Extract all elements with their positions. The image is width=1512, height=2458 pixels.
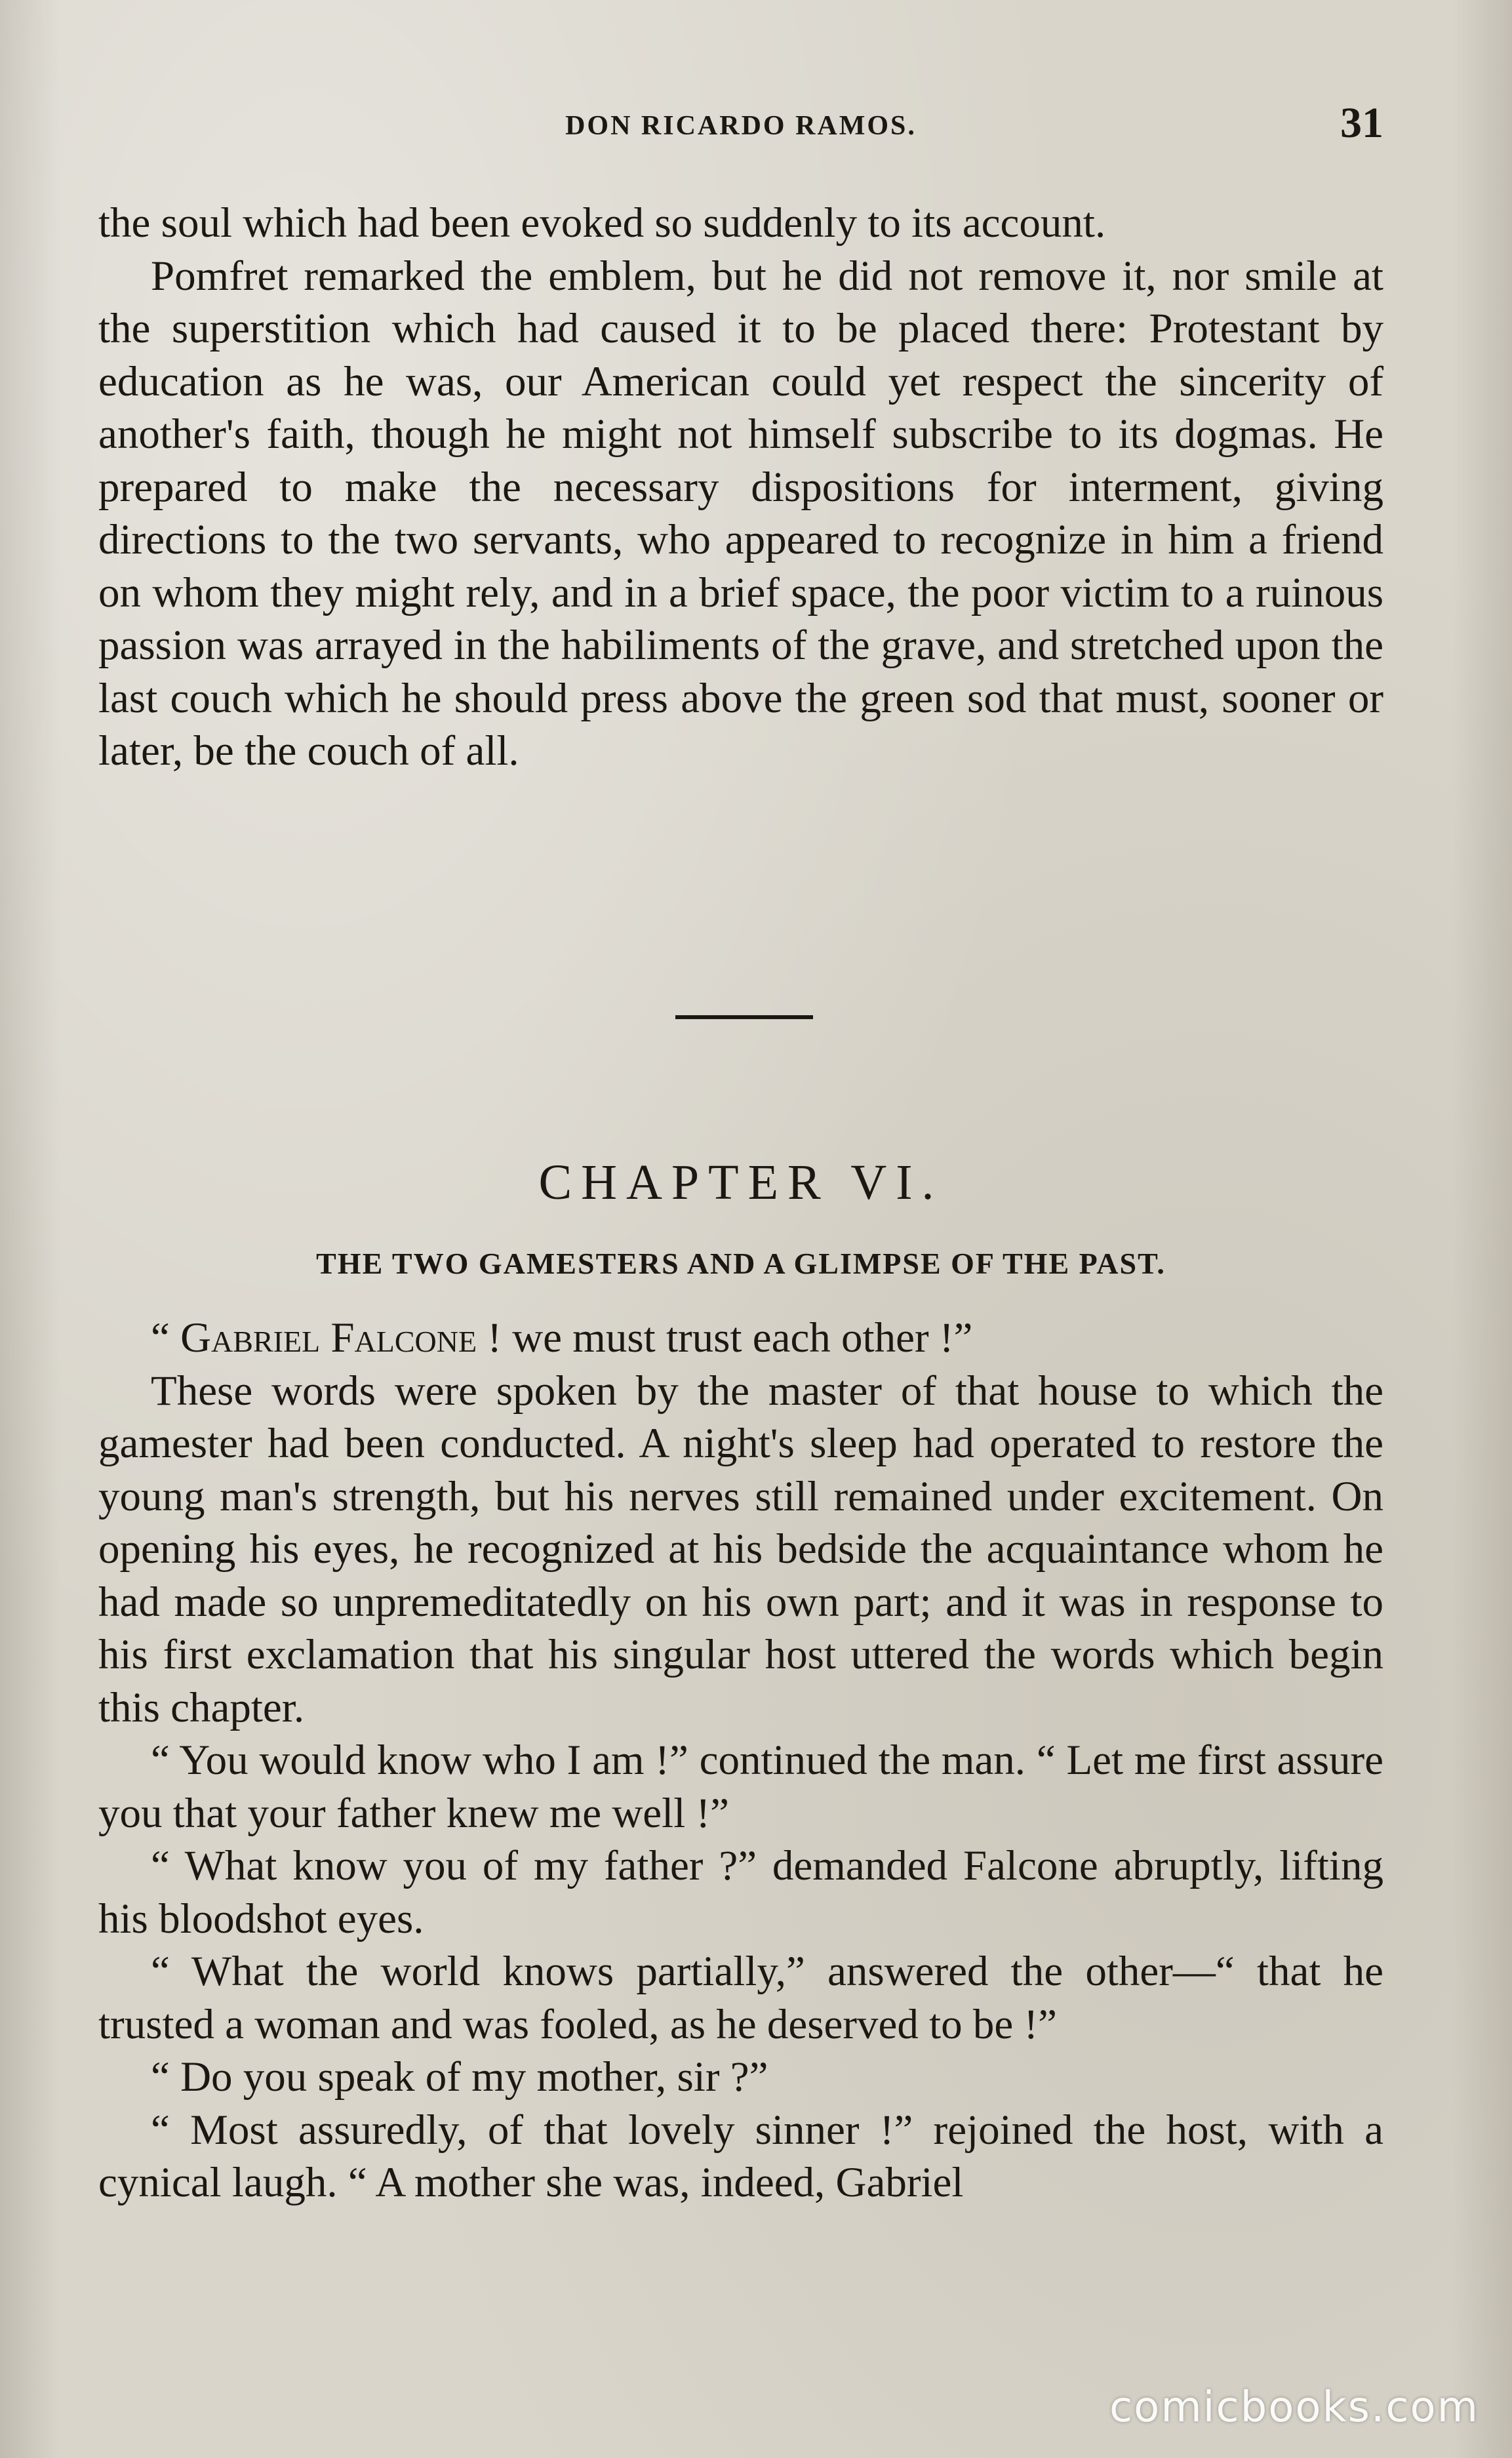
chapter-heading: CHAPTER VI. [538,1155,944,1210]
watermark-logo: comicbooks.com [1109,2383,1479,2432]
paragraph-lovely-sinner: “ Most assuredly, of that lovely sinner !” rejoined the host, with a cynical laugh. “ A mother she was, indeed, Gabriel [98,2106,1383,2206]
opening-quote: “ [151,1314,181,1361]
top-text-block [98,197,1383,778]
paragraph-words-spoken: These words were spoken by the master of that house to which the gamester had been conducted. A night's sleep had operated to restore the young man's strength, but his nerves still remained under excitement. On opening his eyes, he recognized at his bedside the acquaintance whom he had made so unpremeditatedly on his own part; and it was in response to his first exclamation that his singular host uttered the words which begin this chapter. [98,1367,1383,1731]
paragraph-opening-line [98,1312,1383,1365]
paragraph-pomfret: Pomfret remarked the emblem, but he did not remove it, nor smile at the superstition which had caused it to be placed there: Protestant by education as he was, our American could yet respect the sincerity of another's faith, though he might not himself subscribe to its dogmas. He prepared to make the necessary dispositions for interment, giving directions to the two servants, who appeared to recognize in him a friend on whom they might rely, and in a brief space, the poor victim to a ruinous passion was arrayed in the habiliments of the grave, and stretched upon the last couch which he should press above the green sod that must, sooner or later, be the couch of all. [98,252,1383,775]
paragraph-world-knows: “ What the world knows partially,” answered the other—“ that he trusted a woman and was fooled, as he deserved to be !” [98,1948,1383,2048]
paragraph-continued: the soul which had been evoked so suddenly to its account. [98,199,1106,247]
opening-line-rest: ! we must trust each other !” [477,1314,973,1361]
chapter-subtitle: THE TWO GAMESTERS AND A GLIMPSE OF THE PAST. [316,1247,1166,1280]
paragraph-my-mother: “ Do you speak of my mother, sir ?” [151,2053,768,2101]
running-title: DON RICARDO RAMOS. [565,111,917,141]
character-name: Gabriel Falcone [180,1314,477,1361]
section-divider [675,1015,813,1019]
paragraph-who-i-am: “ You would know who I am !” continued the man. “ Let me first assure you that your father knew me well !” [98,1737,1383,1837]
bottom-text-block [98,1312,1383,2209]
paragraph-my-father: “ What know you of my father ?” demanded Falcone abruptly, lifting his bloodshot eyes. [98,1842,1383,1943]
page-number: 31 [1340,99,1383,147]
running-head [98,98,1383,157]
